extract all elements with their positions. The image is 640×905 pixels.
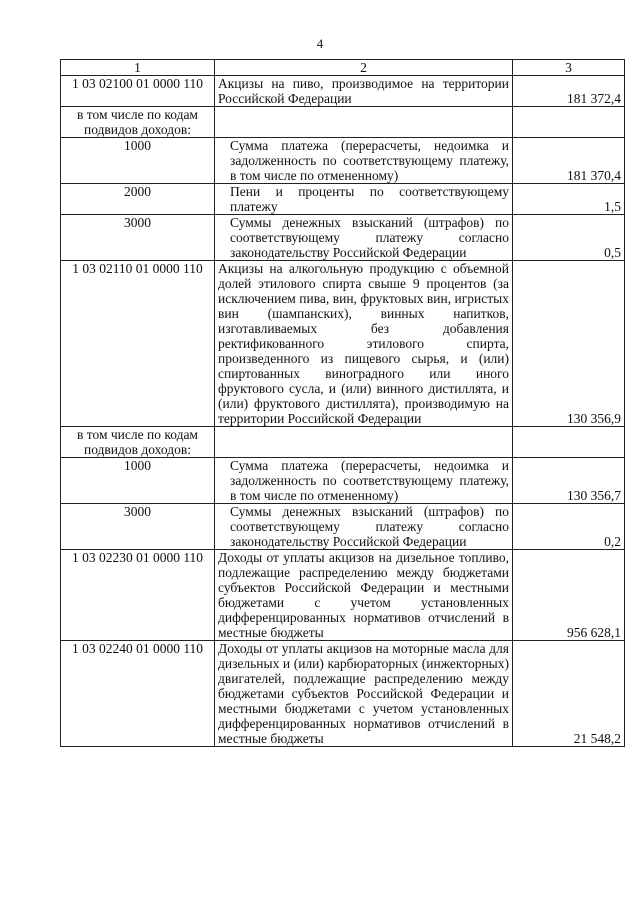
row-description: Доходы от уплаты акцизов на моторные масла для дизельных и (или) карбюраторных (инжекторных) двигателей, подлежащие распределению между бюджетами субъектов Российской Федерации и местными бюджетами с учетом установленных дифференцированных нормативов отчислений в местные бюджеты: [215, 641, 513, 747]
table-row: [61, 76, 625, 107]
row-value: 21 548,2: [513, 641, 625, 747]
row-value: [513, 107, 625, 138]
table-row: [61, 641, 625, 747]
row-value: 181 372,4: [513, 76, 625, 107]
row-description: Сумма платежа (перерасчеты, недоимка и задолженность по соответствующему платежу, в том числе по отмененному): [215, 458, 513, 504]
row-description: Суммы денежных взысканий (штрафов) по соответствующему платежу согласно законодательству Российской Федерации: [215, 504, 513, 550]
row-description: Суммы денежных взысканий (штрафов) по соответствующему платежу согласно законодательству Российской Федерации: [215, 215, 513, 261]
table-header-row: [61, 60, 625, 76]
table-row: [61, 184, 625, 215]
table-row: [61, 261, 625, 427]
row-description: Пени и проценты по соответствующему платежу: [215, 184, 513, 215]
row-value: 0,5: [513, 215, 625, 261]
page-number: 4: [316, 36, 324, 51]
row-description: Акцизы на пиво, производимое на территории Российской Федерации: [215, 76, 513, 107]
row-description: Сумма платежа (перерасчеты, недоимка и задолженность по соответствующему платежу, в том числе по отмененному): [215, 138, 513, 184]
row-value: 181 370,4: [513, 138, 625, 184]
revenue-table: [60, 59, 625, 747]
row-code: 1 03 02240 01 0000 110: [61, 641, 215, 747]
row-code: 1000: [61, 138, 215, 184]
row-value: [513, 427, 625, 458]
row-code: в том числе по кодам подвидов доходов:: [61, 427, 215, 458]
row-code: 1 03 02230 01 0000 110: [61, 550, 215, 641]
row-description: Акцизы на алкогольную продукцию с объемной долей этилового спирта свыше 9 процентов (за исключением пива, вин, фруктовых вин, игристых вин (шампанских), винных напитков, изготавливаемых без добавления ректификованного этилового спирта, произведенного из пищевого сырья, и (или) спиртованных виноградного или иного фруктового сусла, и (или) винного дистиллята, и (или) фруктового дистиллята), производимую на территории Российской Федерации: [215, 261, 513, 427]
row-code: 1000: [61, 458, 215, 504]
row-value: 956 628,1: [513, 550, 625, 641]
row-code: в том числе по кодам подвидов доходов:: [61, 107, 215, 138]
header-col-1: 1: [61, 60, 215, 76]
table-row: [61, 427, 625, 458]
row-code: 1 03 02100 01 0000 110: [61, 76, 215, 107]
table-row: [61, 138, 625, 184]
row-value: 130 356,7: [513, 458, 625, 504]
row-code: 3000: [61, 215, 215, 261]
table-row: [61, 504, 625, 550]
row-code: 2000: [61, 184, 215, 215]
row-value: 0,2: [513, 504, 625, 550]
table-row: [61, 215, 625, 261]
table-row: [61, 458, 625, 504]
row-value: 130 356,9: [513, 261, 625, 427]
row-description: [215, 427, 513, 458]
row-code: 3000: [61, 504, 215, 550]
row-description: Доходы от уплаты акцизов на дизельное топливо, подлежащие распределению между бюджетами субъектов Российской Федерации и местными бюджетами с учетом установленных дифференцированных нормативов отчислений в местные бюджеты: [215, 550, 513, 641]
row-description: [215, 107, 513, 138]
header-col-3: 3: [513, 60, 625, 76]
row-value: 1,5: [513, 184, 625, 215]
table-row: [61, 550, 625, 641]
row-code: 1 03 02110 01 0000 110: [61, 261, 215, 427]
header-col-2: 2: [215, 60, 513, 76]
table-row: [61, 107, 625, 138]
